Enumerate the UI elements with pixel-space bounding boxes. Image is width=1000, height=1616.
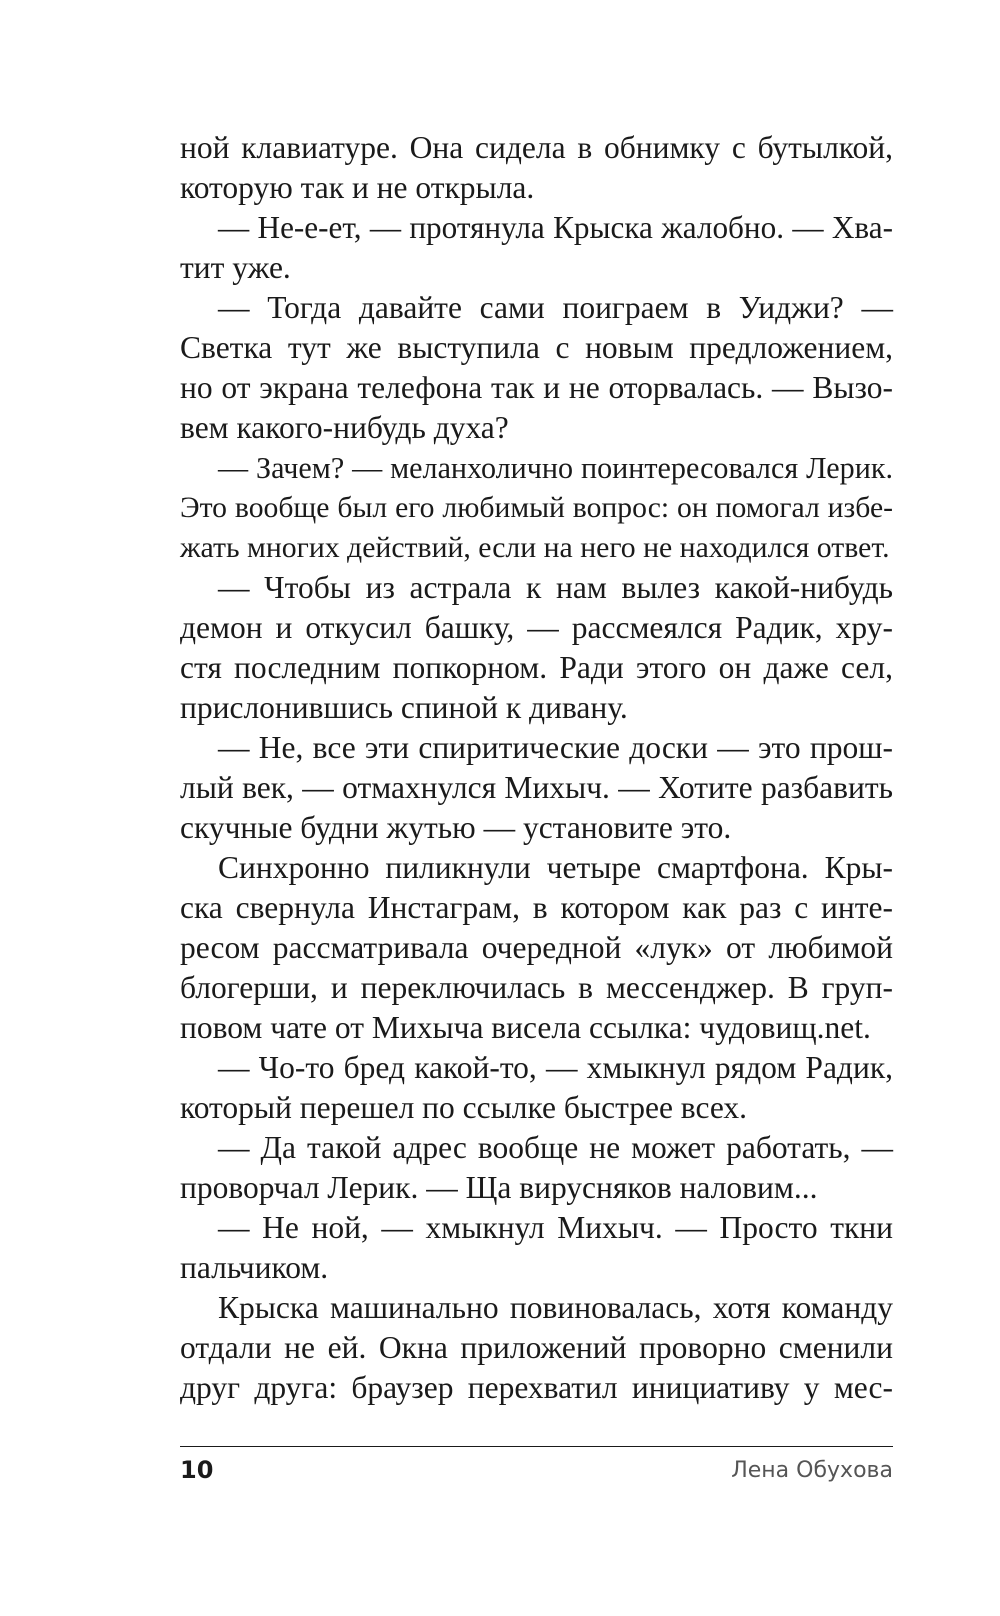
text-line: демон и откусил башку, — рассмеялся Радик, хру- [180, 610, 893, 645]
text-line: которую так и не открыла. [180, 170, 535, 205]
text-line: — Тогда давайте сами поиграем в Уиджи? — [218, 290, 893, 325]
text-line: скучные будни жутью — установите это. [180, 810, 732, 845]
text-line: вем какого-нибудь духа? [180, 410, 509, 445]
running-footer-author: Лена Обухова [731, 1458, 893, 1483]
text-line: который перешел по ссылке быстрее всех. [180, 1090, 748, 1125]
text-line: но от экрана телефона так и не оторвалась. — Вызо- [180, 370, 893, 405]
text-line: Крыска машинально повиновалась, хотя команду [218, 1290, 893, 1325]
text-line: ска свернула Инстаграм, в котором как раз с инте- [180, 890, 893, 925]
text-line: ной клавиатуре. Она сидела в обнимку с бутылкой, [180, 130, 893, 165]
text-line: стя последним попкорном. Ради этого он даже сел, [180, 650, 893, 685]
text-line: проворчал Лерик. — Ща вирусняков наловим... [180, 1170, 818, 1205]
footer-divider [180, 1446, 893, 1447]
text-line: пальчиком. [180, 1250, 329, 1285]
text-line: друг друга: браузер перехватил инициативу у мес- [180, 1370, 893, 1405]
text-line: прислонившись спиной к дивану. [180, 690, 628, 725]
text-line: Светка тут же выступила с новым предложением, [180, 330, 893, 365]
page-number: 10 [180, 1456, 214, 1484]
text-line: отдали не ей. Окна приложений проворно сменили [180, 1330, 893, 1365]
text-line: жать многих действий, если на него не находился ответ. [180, 531, 890, 564]
text-line: — Не-е-ет, — протянула Крыска жалобно. — Хва- [218, 210, 893, 245]
text-line: — Да такой адрес вообще не может работать, — [218, 1130, 893, 1165]
text-line: тит уже. [180, 250, 291, 285]
text-line: — Не ной, — хмыкнул Михыч. — Просто ткни [218, 1210, 893, 1245]
text-line: — Зачем? — меланхолично поинтересовался Лерик. [218, 451, 893, 485]
text-line: блогерши, и переключилась в мессенджер. В груп- [180, 970, 893, 1005]
text-line: — Не, все эти спиритические доски — это прош- [218, 730, 893, 765]
text-line: Синхронно пиликнули четыре смартфона. Кры- [218, 850, 893, 885]
text-line: — Чтобы из астрала к нам вылез какой-нибудь [218, 570, 893, 605]
text-line: ресом рассматривала очередной «лук» от любимой [180, 930, 893, 965]
text-line: Это вообще был его любимый вопрос: он помогал избе- [180, 492, 893, 524]
text-line: повом чате от Михыча висела ссылка: чудовищ.net. [180, 1010, 871, 1045]
text-line: лый век, — отмахнулся Михыч. — Хотите разбавить [180, 770, 893, 805]
body-text [180, 128, 893, 1408]
text-line: — Чо-то бред какой-то, — хмыкнул рядом Радик, [218, 1050, 893, 1085]
